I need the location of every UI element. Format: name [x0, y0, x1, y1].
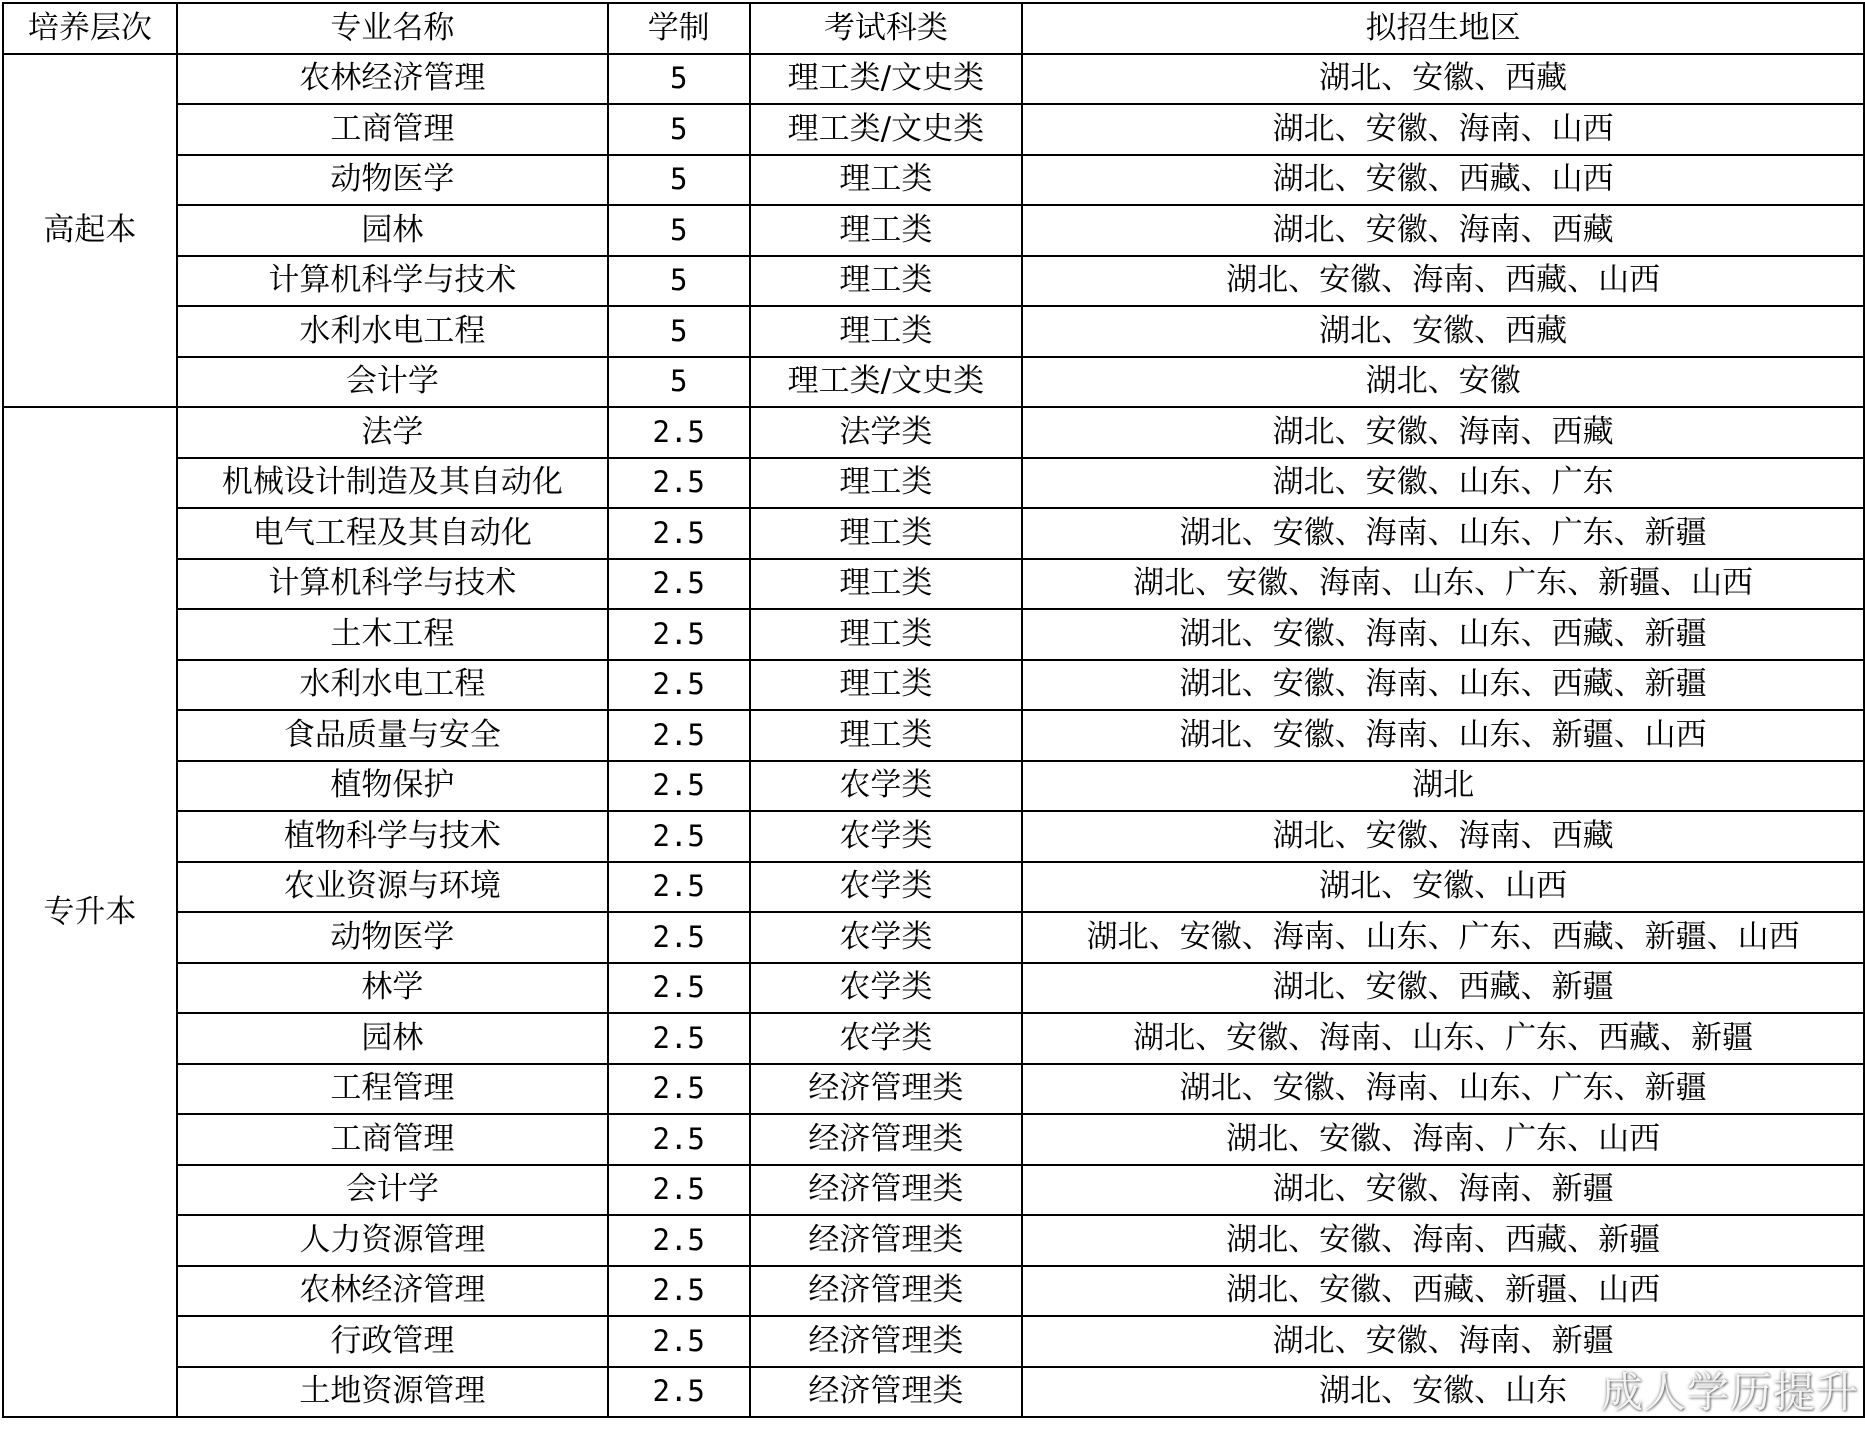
header-duration: 学制 — [608, 3, 750, 54]
category-cell: 经济管理类 — [750, 1064, 1023, 1115]
regions-cell: 湖北、安徽、海南、新疆 — [1022, 1316, 1864, 1367]
regions-cell: 湖北、安徽、西藏、山西 — [1022, 155, 1864, 206]
table-row — [3, 256, 1864, 307]
duration-cell: 2.5 — [608, 761, 750, 812]
table-row — [3, 357, 1864, 408]
category-cell: 农学类 — [750, 811, 1023, 862]
duration-cell: 2.5 — [608, 609, 750, 660]
category-cell: 理工类 — [750, 306, 1023, 357]
major-cell: 土木工程 — [177, 609, 608, 660]
category-cell: 理工类 — [750, 205, 1023, 256]
major-cell: 动物医学 — [177, 155, 608, 206]
duration-cell: 2.5 — [608, 1165, 750, 1216]
duration-cell: 2.5 — [608, 1316, 750, 1367]
major-cell: 土地资源管理 — [177, 1367, 608, 1418]
regions-cell: 湖北、安徽、西藏 — [1022, 306, 1864, 357]
regions-cell: 湖北、安徽、海南、山西 — [1022, 104, 1864, 155]
category-cell: 理工类 — [750, 256, 1023, 307]
category-cell: 理工类 — [750, 508, 1023, 559]
category-cell: 经济管理类 — [750, 1316, 1023, 1367]
category-cell: 经济管理类 — [750, 1165, 1023, 1216]
duration-cell: 2.5 — [608, 963, 750, 1014]
major-cell: 农林经济管理 — [177, 1266, 608, 1317]
major-cell: 法学 — [177, 407, 608, 458]
table-row — [3, 1064, 1864, 1115]
table-row — [3, 1316, 1864, 1367]
major-cell: 水利水电工程 — [177, 306, 608, 357]
duration-cell: 2.5 — [608, 1114, 750, 1165]
major-cell: 工程管理 — [177, 1064, 608, 1115]
regions-cell: 湖北、安徽、海南、西藏、新疆 — [1022, 1215, 1864, 1266]
category-cell: 理工类 — [750, 155, 1023, 206]
duration-cell: 2.5 — [608, 458, 750, 509]
header-level: 培养层次 — [3, 3, 177, 54]
major-cell: 计算机科学与技术 — [177, 559, 608, 610]
major-cell: 人力资源管理 — [177, 1215, 608, 1266]
duration-cell: 2.5 — [608, 559, 750, 610]
regions-cell: 湖北、安徽、海南、新疆 — [1022, 1165, 1864, 1216]
table-row — [3, 559, 1864, 610]
regions-cell: 湖北、安徽、西藏 — [1022, 54, 1864, 105]
regions-cell: 湖北、安徽、山东、广东 — [1022, 458, 1864, 509]
regions-cell: 湖北、安徽、西藏、新疆、山西 — [1022, 1266, 1864, 1317]
regions-cell: 湖北、安徽、海南、山东、广东、西藏、新疆 — [1022, 1013, 1864, 1064]
table-row — [3, 811, 1864, 862]
regions-cell: 湖北、安徽 — [1022, 357, 1864, 408]
level-cell: 专升本 — [3, 407, 177, 1417]
table-row — [3, 1367, 1864, 1418]
duration-cell: 2.5 — [608, 1367, 750, 1418]
table-row — [3, 761, 1864, 812]
category-cell: 理工类 — [750, 458, 1023, 509]
regions-cell: 湖北、安徽、山西 — [1022, 862, 1864, 913]
category-cell: 经济管理类 — [750, 1367, 1023, 1418]
major-cell: 农林经济管理 — [177, 54, 608, 105]
category-cell: 农学类 — [750, 1013, 1023, 1064]
table-row — [3, 1165, 1864, 1216]
regions-cell: 湖北、安徽、海南、西藏 — [1022, 407, 1864, 458]
table-row — [3, 963, 1864, 1014]
level-cell: 高起本 — [3, 54, 177, 408]
duration-cell: 5 — [608, 205, 750, 256]
category-cell: 农学类 — [750, 963, 1023, 1014]
table-row — [3, 54, 1864, 105]
table-row — [3, 104, 1864, 155]
duration-cell: 5 — [608, 54, 750, 105]
header-category: 考试科类 — [750, 3, 1023, 54]
regions-cell: 湖北、安徽、海南、山东、广东、西藏、新疆、山西 — [1022, 912, 1864, 963]
duration-cell: 2.5 — [608, 1013, 750, 1064]
major-cell: 林学 — [177, 963, 608, 1014]
major-cell: 行政管理 — [177, 1316, 608, 1367]
duration-cell: 2.5 — [608, 407, 750, 458]
regions-cell: 湖北、安徽、海南、山东、广东、新疆 — [1022, 1064, 1864, 1115]
major-cell: 植物保护 — [177, 761, 608, 812]
duration-cell: 2.5 — [608, 508, 750, 559]
major-cell: 电气工程及其自动化 — [177, 508, 608, 559]
category-cell: 理工类/文史类 — [750, 357, 1023, 408]
header-row — [3, 3, 1864, 54]
table-row — [3, 1013, 1864, 1064]
major-cell: 园林 — [177, 1013, 608, 1064]
major-cell: 园林 — [177, 205, 608, 256]
major-cell: 计算机科学与技术 — [177, 256, 608, 307]
duration-cell: 2.5 — [608, 862, 750, 913]
duration-cell: 5 — [608, 357, 750, 408]
table-row — [3, 458, 1864, 509]
category-cell: 理工类 — [750, 559, 1023, 610]
duration-cell: 2.5 — [608, 912, 750, 963]
category-cell: 经济管理类 — [750, 1215, 1023, 1266]
regions-cell: 湖北、安徽、海南、山东、广东、新疆、山西 — [1022, 559, 1864, 610]
major-cell: 动物医学 — [177, 912, 608, 963]
major-cell: 会计学 — [177, 1165, 608, 1216]
table-row — [3, 155, 1864, 206]
table-row — [3, 306, 1864, 357]
duration-cell: 5 — [608, 155, 750, 206]
table-row — [3, 508, 1864, 559]
category-cell: 经济管理类 — [750, 1266, 1023, 1317]
category-cell: 农学类 — [750, 761, 1023, 812]
regions-cell: 湖北、安徽、海南、山东、广东、新疆 — [1022, 508, 1864, 559]
table-row — [3, 407, 1864, 458]
category-cell: 农学类 — [750, 912, 1023, 963]
regions-cell: 湖北、安徽、西藏、新疆 — [1022, 963, 1864, 1014]
regions-cell: 湖北、安徽、海南、山东、新疆、山西 — [1022, 710, 1864, 761]
regions-cell: 湖北、安徽、海南、西藏、山西 — [1022, 256, 1864, 307]
header-major: 专业名称 — [177, 3, 608, 54]
duration-cell: 2.5 — [608, 710, 750, 761]
table-row — [3, 609, 1864, 660]
major-cell: 农业资源与环境 — [177, 862, 608, 913]
duration-cell: 2.5 — [608, 660, 750, 711]
table-row — [3, 1215, 1864, 1266]
major-cell: 工商管理 — [177, 1114, 608, 1165]
table-row — [3, 710, 1864, 761]
duration-cell: 5 — [608, 256, 750, 307]
major-cell: 机械设计制造及其自动化 — [177, 458, 608, 509]
table-row — [3, 862, 1864, 913]
category-cell: 法学类 — [750, 407, 1023, 458]
category-cell: 理工类/文史类 — [750, 104, 1023, 155]
header-regions: 拟招生地区 — [1022, 3, 1864, 54]
table-row — [3, 205, 1864, 256]
major-cell: 会计学 — [177, 357, 608, 408]
category-cell: 经济管理类 — [750, 1114, 1023, 1165]
table-row — [3, 1114, 1864, 1165]
table-row — [3, 660, 1864, 711]
regions-cell: 湖北 — [1022, 761, 1864, 812]
category-cell: 理工类/文史类 — [750, 54, 1023, 105]
regions-cell: 湖北、安徽、海南、广东、山西 — [1022, 1114, 1864, 1165]
watermark-text: 成人学历提升 — [1600, 1368, 1859, 1417]
duration-cell: 5 — [608, 306, 750, 357]
regions-cell: 湖北、安徽、海南、山东、西藏、新疆 — [1022, 609, 1864, 660]
major-cell: 工商管理 — [177, 104, 608, 155]
category-cell: 理工类 — [750, 609, 1023, 660]
duration-cell: 2.5 — [608, 811, 750, 862]
duration-cell: 2.5 — [608, 1215, 750, 1266]
table-row — [3, 912, 1864, 963]
regions-cell: 湖北、安徽、海南、山东、西藏、新疆 — [1022, 660, 1864, 711]
category-cell: 理工类 — [750, 710, 1023, 761]
regions-cell: 湖北、安徽、山东 — [1022, 1367, 1864, 1418]
category-cell: 农学类 — [750, 862, 1023, 913]
major-cell: 水利水电工程 — [177, 660, 608, 711]
table-row — [3, 1266, 1864, 1317]
duration-cell: 2.5 — [608, 1266, 750, 1317]
duration-cell: 5 — [608, 104, 750, 155]
major-cell: 食品质量与安全 — [177, 710, 608, 761]
duration-cell: 2.5 — [608, 1064, 750, 1115]
regions-cell: 湖北、安徽、海南、西藏 — [1022, 811, 1864, 862]
category-cell: 理工类 — [750, 660, 1023, 711]
regions-cell: 湖北、安徽、海南、西藏 — [1022, 205, 1864, 256]
major-cell: 植物科学与技术 — [177, 811, 608, 862]
table-body — [3, 54, 1864, 1418]
enrollment-table — [2, 2, 1865, 1418]
